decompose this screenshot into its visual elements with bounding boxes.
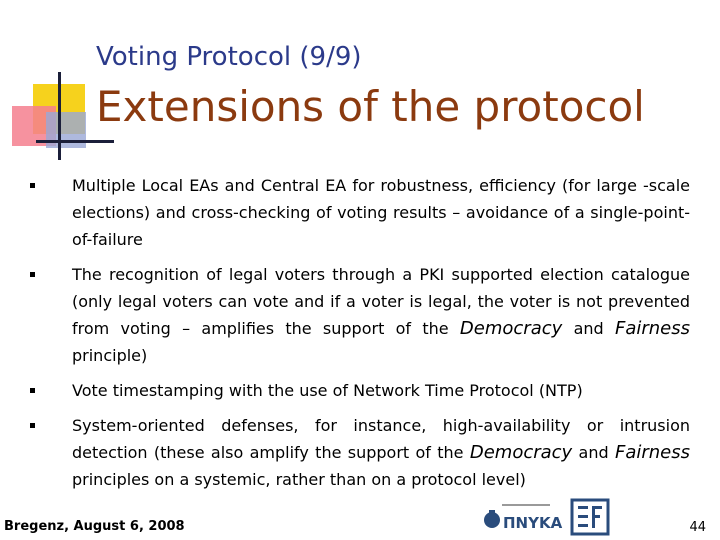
bullet-text: The recognition of legal voters through a PKI supported election catalogue (only legal voters can vote and if a voter is legal, the voter is not prevented from voting – amplifies the support of the [72,265,690,338]
slide-subtitle: Voting Protocol (9/9) [96,42,362,72]
slide-title: Extensions of the protocol [96,82,645,131]
bullet-item [30,377,690,404]
bullet-emphasis: Fairness [614,318,690,339]
pnyka-logo-text: ΠNYKA [503,514,563,532]
bullet-item [30,261,690,369]
bullet-list [30,172,690,501]
bullet-item [30,412,690,493]
footer-date: Bregenz, August 6, 2008 [4,519,185,534]
bullet-item [30,172,690,253]
bullet-text: Vote timestamping with the use of Network Time Protocol (NTP) [72,381,583,400]
bullet-text: Multiple Local EAs and Central EA for robustness, efficiency (for large -scale elections) and cross-checking of voting results – avoidance of a single-point-of-failure [72,176,690,249]
bullet-text: and [572,443,615,462]
decor-horizontal-line [36,140,114,143]
bullet-square-icon [30,423,35,428]
bullet-square-icon [30,388,35,393]
bullet-square-icon [30,272,35,277]
bullet-text: principle) [72,346,148,365]
bullet-text: principles on a systemic, rather than on a protocol level) [72,470,526,489]
ef-logo-icon [570,498,610,536]
bullet-emphasis: Democracy [459,318,563,339]
bullet-text: System-oriented defenses, for instance, high-availability or intrusion detection (these also amplify the support of the [72,416,690,462]
decor-vertical-line [58,72,61,160]
bullet-emphasis: Fairness [614,442,690,463]
pnyka-logo-icon [482,498,563,536]
bullet-square-icon [30,183,35,188]
page-number: 44 [689,520,706,535]
bullet-emphasis: Democracy [469,442,573,463]
bullet-text: and [562,319,615,338]
